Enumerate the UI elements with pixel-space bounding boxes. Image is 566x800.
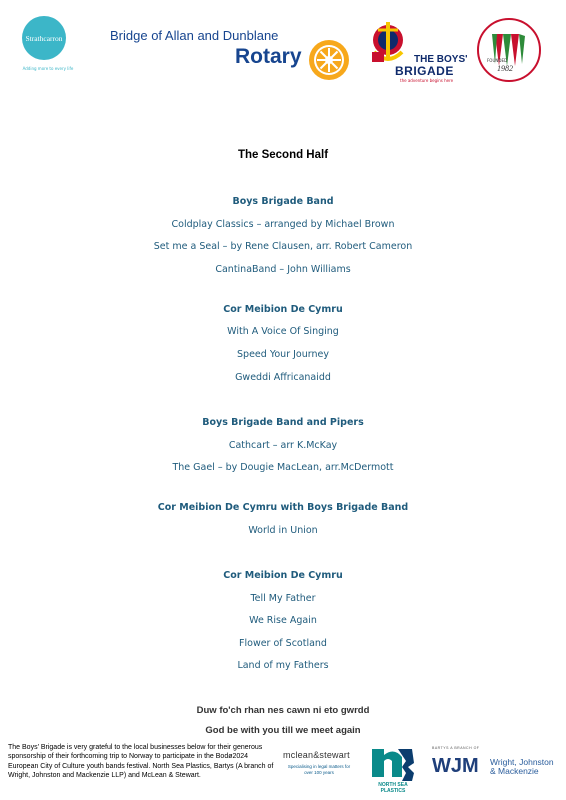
boys-brigade-tagline: the adventure begins here bbox=[400, 78, 454, 83]
wjm-logo-text: WJM bbox=[432, 755, 479, 776]
north-sea-plastics-logo-icon bbox=[368, 743, 418, 793]
strathcarron-logo bbox=[16, 16, 76, 76]
strathcarron-name: Strathcarron bbox=[25, 33, 63, 43]
rotary-club-name: Bridge of Allan and Dunblane bbox=[110, 28, 279, 43]
section-heading: Cor Meibion De Cymru with Boys Brigade Band bbox=[157, 502, 409, 513]
programme-item: World in Union bbox=[248, 525, 318, 536]
programme-item: Cathcart – arr K.McKay bbox=[228, 440, 338, 451]
programme-item: CantinaBand – John Williams bbox=[215, 264, 351, 275]
boys-brigade-line1: THE BOYS' bbox=[414, 54, 468, 65]
nsp-line2: PLASTICS bbox=[380, 788, 406, 793]
strathcarron-tagline: Adding more to every life bbox=[22, 66, 74, 71]
closing-english: God be with you till we meet again bbox=[205, 725, 361, 736]
cor-meibion-logo-icon bbox=[470, 14, 548, 84]
wjm-logo-icon bbox=[432, 752, 490, 776]
programme-item: Coldplay Classics – arranged by Michael Brown bbox=[171, 219, 395, 230]
section-heading: Cor Meibion De Cymru bbox=[223, 304, 343, 315]
programme-item: The Gael – by Dougie MacLean, arr.McDermott bbox=[172, 462, 394, 473]
rotary-wordmark: Rotary bbox=[235, 45, 302, 68]
boys-brigade-line2: BRIGADE bbox=[395, 64, 454, 78]
closing-welsh: Duw fo'ch rhan nes cawn ni eto gwrdd bbox=[196, 705, 370, 716]
wjm-branch-label: BARTYS A BRANCH OF bbox=[432, 746, 480, 750]
sponsor-thanks-text: The Boys' Brigade is very grateful to the local businesses below for their generous sponsorship of their forthcoming trip to Norway to participate in the Bodø2024 European City of Culture youth bands festival. North Sea Plastics, Bartys (A branch of Wright, Johnston and Mackenzie LLP) and McLean & Stewart. bbox=[8, 744, 274, 779]
mclean-stewart-tagline: Specialising in legal matters for over 100 years bbox=[287, 764, 351, 775]
programme-item: With A Voice Of Singing bbox=[227, 326, 339, 337]
wjm-name-line1: Wright, Johnston bbox=[490, 757, 554, 767]
section-heading: Boys Brigade Band and Pipers bbox=[202, 417, 364, 428]
rotary-wheel-icon bbox=[307, 38, 351, 82]
section-heading: Cor Meibion De Cymru bbox=[223, 570, 343, 581]
programme-item: Set me a Seal – by Rene Clausen, arr. Robert Cameron bbox=[153, 241, 413, 252]
sponsor-header bbox=[0, 0, 566, 90]
cor-year: 1982 bbox=[497, 64, 513, 73]
wjm-firm-name bbox=[490, 758, 554, 776]
programme-item: Gweddi Affricanaidd bbox=[235, 372, 331, 383]
programme-item: Land of my Fathers bbox=[237, 660, 329, 671]
cor-founded: FOUNDED bbox=[487, 58, 508, 63]
programme-item: Flower of Scotland bbox=[239, 638, 327, 649]
mclean-stewart-logo bbox=[283, 750, 355, 776]
mclean-stewart-name: mclean&stewart bbox=[283, 750, 350, 760]
wjm-name-line2: & Mackenzie bbox=[490, 766, 539, 776]
nsp-line1: NORTH SEA bbox=[378, 782, 408, 788]
strathcarron-badge bbox=[22, 16, 66, 60]
programme-item: We Rise Again bbox=[249, 615, 317, 626]
page-title: The Second Half bbox=[237, 149, 329, 161]
section-heading: Boys Brigade Band bbox=[232, 196, 334, 207]
programme-item: Tell My Father bbox=[250, 593, 316, 604]
programme-item: Speed Your Journey bbox=[237, 349, 329, 360]
